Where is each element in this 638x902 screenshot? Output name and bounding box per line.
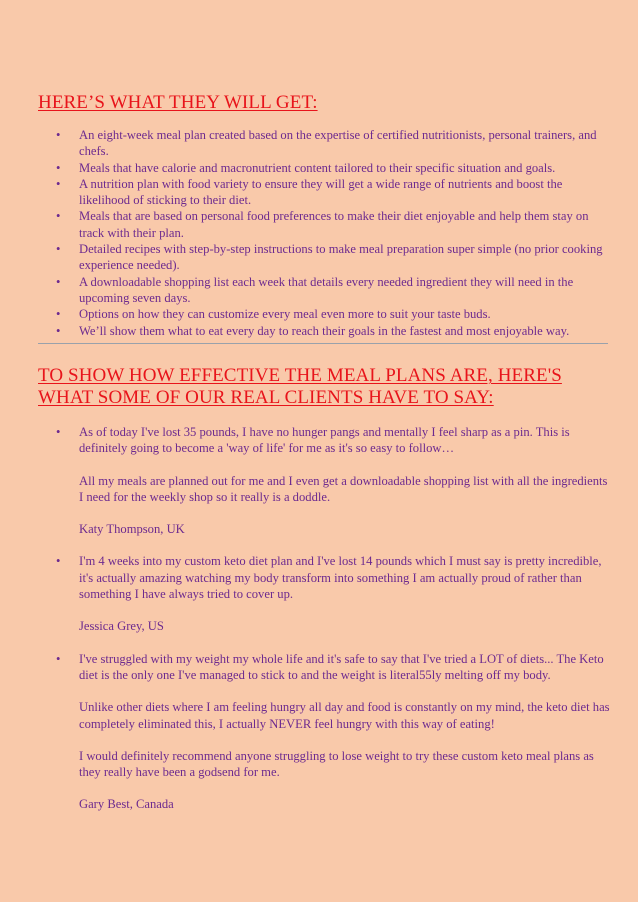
bullet-icon: • bbox=[56, 176, 61, 191]
bullet-icon: • bbox=[56, 323, 61, 338]
list-item-text: Options on how they can customize every meal even more to suit your taste buds. bbox=[79, 307, 491, 322]
list-item-text: We’ll show them what to eat every day to reach their goals in the fastest and most enjoyable way. bbox=[79, 323, 570, 338]
bullet-icon: • bbox=[56, 128, 61, 142]
benefits-list bbox=[38, 127, 610, 339]
testimonial-paragraph: I'm 4 weeks into my custom keto diet plan and I've lost 14 pounds which I must say is pretty incredible, it's actually amazing watching my body transform into something I am actually proud of rather than something I have always tried to cover up. bbox=[79, 554, 602, 602]
list-item bbox=[38, 208, 610, 241]
testimonial-paragraph: As of today I've lost 35 pounds, I have no hunger pangs and mentally I feel sharp as a pin. This is definitely going to become a 'way of life' for me as it's so easy to follow… bbox=[79, 425, 570, 456]
testimonial-author: Jessica Grey, US bbox=[79, 619, 164, 634]
testimonial-paragraph: I've struggled with my weight my whole life and it's safe to say that I've tried a LOT of diets... The Keto diet is the only one I've managed to stick to and the weight is literal55ly melting off my body. bbox=[79, 651, 604, 682]
testimonial-item bbox=[38, 424, 610, 537]
testimonial-paragraph: All my meals are planned out for me and I even get a downloadable shopping list with all the ingredients I need for the weekly shop so it really is a doddle. bbox=[79, 473, 608, 504]
list-item bbox=[38, 306, 610, 322]
bullet-icon: • bbox=[56, 160, 61, 175]
list-item-text: Detailed recipes with step-by-step instructions to make meal preparation super simple (no prior cooking experience needed). bbox=[79, 242, 603, 273]
list-item bbox=[38, 176, 610, 209]
testimonial-paragraph: Unlike other diets where I am feeling hungry all day and food is constantly on my mind, the keto diet has completely eliminated this, I actually NEVER feel hungry with this way of eating! bbox=[79, 700, 610, 731]
benefits-heading: HERE’S WHAT THEY WILL GET: bbox=[38, 92, 318, 113]
testimonials-list bbox=[38, 424, 610, 829]
testimonial-paragraph: I would definitely recommend anyone struggling to lose weight to try these custom keto meal plans as they really have been a godsend for me. bbox=[79, 748, 594, 780]
section-divider bbox=[38, 343, 608, 344]
list-item bbox=[38, 127, 610, 160]
bullet-icon: • bbox=[56, 242, 61, 257]
list-item bbox=[38, 323, 610, 339]
bullet-icon: • bbox=[56, 554, 61, 569]
testimonial-item bbox=[38, 651, 610, 813]
list-item bbox=[38, 241, 610, 274]
testimonial-author: Gary Best, Canada bbox=[79, 797, 174, 812]
testimonials-heading: TO SHOW HOW EFFECTIVE THE MEAL PLANS ARE, HERE'S WHAT SOME OF OUR REAL CLIENTS HAVE TO SAY: bbox=[38, 365, 562, 408]
list-item bbox=[38, 160, 610, 176]
bullet-icon: • bbox=[56, 274, 61, 289]
testimonial-author: Katy Thompson, UK bbox=[79, 522, 185, 537]
testimonial-item bbox=[38, 553, 610, 634]
list-item-text: Meals that are based on personal food preferences to make their diet enjoyable and help them stay on track with their plan. bbox=[79, 209, 589, 240]
list-item-text: An eight-week meal plan created based on the expertise of certified nutritionists, personal trainers, and chefs. bbox=[79, 128, 597, 159]
bullet-icon: • bbox=[56, 425, 61, 439]
bullet-icon: • bbox=[56, 307, 61, 322]
list-item bbox=[38, 274, 610, 307]
list-item-text: Meals that have calorie and macronutrient content tailored to their specific situation and goals. bbox=[79, 160, 556, 175]
list-item-text: A nutrition plan with food variety to ensure they will get a wide range of nutrients and boost the likelihood of sticking to their diet. bbox=[79, 176, 563, 208]
bullet-icon: • bbox=[56, 651, 61, 666]
list-item-text: A downloadable shopping list each week that details every needed ingredient they will need in the upcoming seven days. bbox=[79, 274, 574, 305]
bullet-icon: • bbox=[56, 209, 61, 224]
